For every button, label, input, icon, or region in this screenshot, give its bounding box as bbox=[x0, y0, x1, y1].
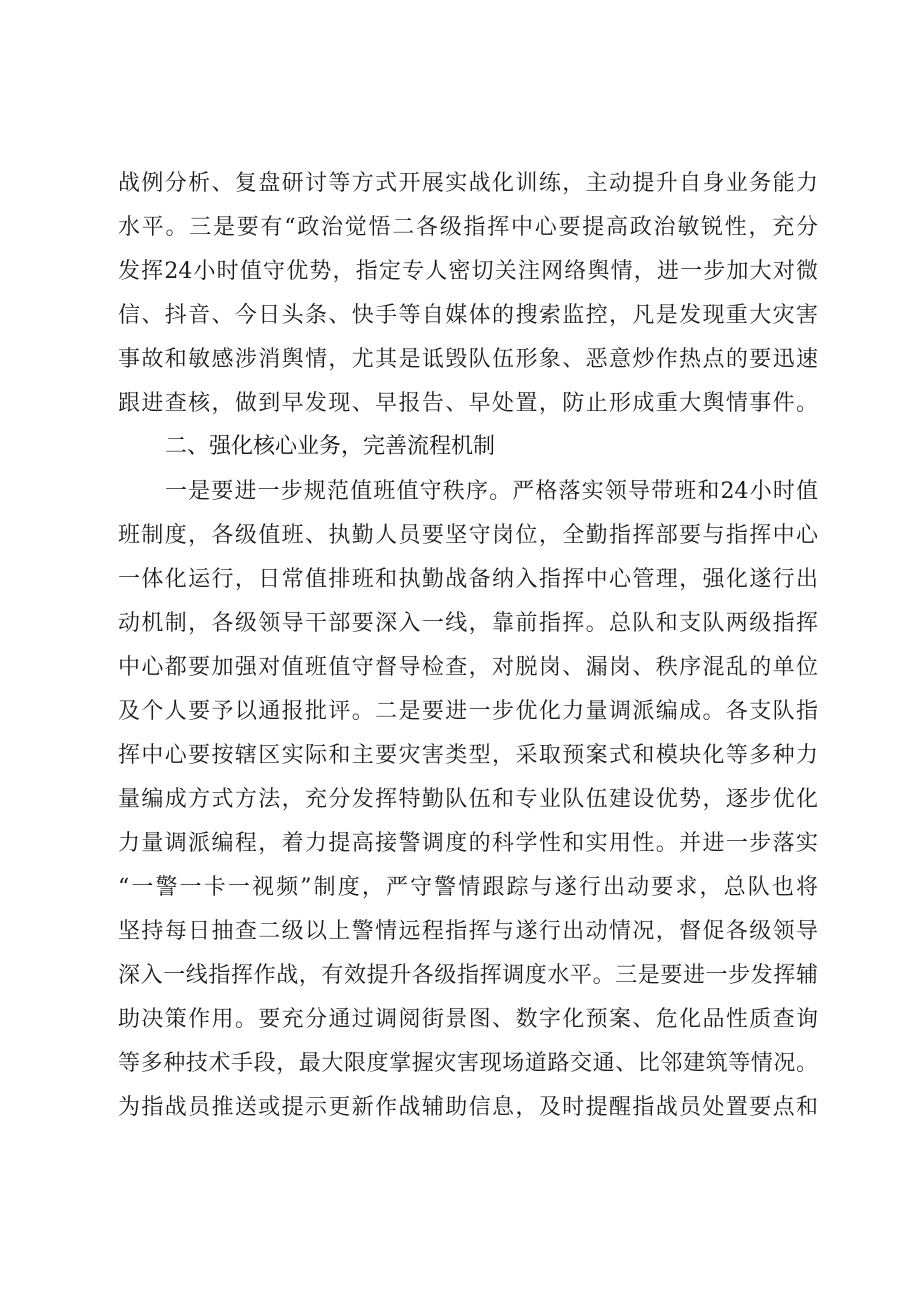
paragraph-line: 战例分析、复盘研讨等方式开展实战化训练，主动提升自身业务能力 bbox=[118, 171, 818, 196]
paragraph-line: 助决策作用。要充分通过调阅街景图、数字化预案、危化品性质查询 bbox=[118, 1007, 818, 1032]
paragraph-line: 跟进查核，做到早发现、早报告、早处置，防止形成重大舆情事件。 bbox=[118, 391, 818, 416]
paragraph-line: 坚持每日抽查二级以上警情远程指挥与遂行出动情况，督促各级领导 bbox=[118, 919, 818, 944]
paragraph-line: 班制度，各级值班、执勤人员要坚守岗位，全勤指挥部要与指挥中心 bbox=[118, 523, 818, 548]
paragraph-line: 一是要进一步规范值班值守秩序。严格落实领导带班和24小时值 bbox=[165, 479, 818, 504]
section-heading: 二、强化核心业务，完善流程机制 bbox=[165, 434, 496, 459]
paragraph-line: 事故和敏感涉消舆情，尤其是诋毁队伍形象、恶意炒作热点的要迅速 bbox=[118, 347, 818, 372]
paragraph-line: 动机制，各级领导干部要深入一线，靠前指挥。总队和支队两级指挥 bbox=[118, 611, 818, 636]
paragraph-line: 深入一线指挥作战，有效提升各级指挥调度水平。三是要进一步发挥辅 bbox=[118, 963, 818, 988]
paragraph-line: 为指战员推送或提示更新作战辅助信息，及时提醒指战员处置要点和 bbox=[118, 1095, 818, 1120]
paragraph-line: 水平。三是要有“政治觉悟二各级指挥中心要提高政治敏锐性，充分 bbox=[118, 215, 818, 240]
paragraph-line: 等多种技术手段，最大限度掌握灾害现场道路交通、比邻建筑等情况。 bbox=[118, 1051, 818, 1076]
paragraph-line: “一警一卡一视频”制度，严守警情跟踪与遂行出动要求，总队也将 bbox=[118, 875, 818, 900]
paragraph-line: 及个人要予以通报批评。二是要进一步优化力量调派编成。各支队指 bbox=[118, 699, 818, 724]
paragraph-line: 量编成方式方法，充分发挥特勤队伍和专业队伍建设优势，逐步优化 bbox=[118, 787, 818, 812]
paragraph-line: 挥中心要按辖区实际和主要灾害类型，采取预案式和模块化等多种力 bbox=[118, 743, 818, 768]
paragraph-line: 发挥24小时值守优势，指定专人密切关注网络舆情，进一步加大对微 bbox=[118, 259, 818, 284]
paragraph-line: 信、抖音、今日头条、快手等自媒体的搜索监控，凡是发现重大灾害 bbox=[118, 303, 818, 328]
paragraph-line: 一体化运行，日常值排班和执勤战备纳入指挥中心管理，强化遂行出 bbox=[118, 567, 818, 592]
paragraph-line: 力量调派编程，着力提高接警调度的科学性和实用性。并进一步落实 bbox=[118, 831, 818, 856]
paragraph-line: 中心都要加强对值班值守督导检查，对脱岗、漏岗、秩序混乱的单位 bbox=[118, 655, 818, 680]
